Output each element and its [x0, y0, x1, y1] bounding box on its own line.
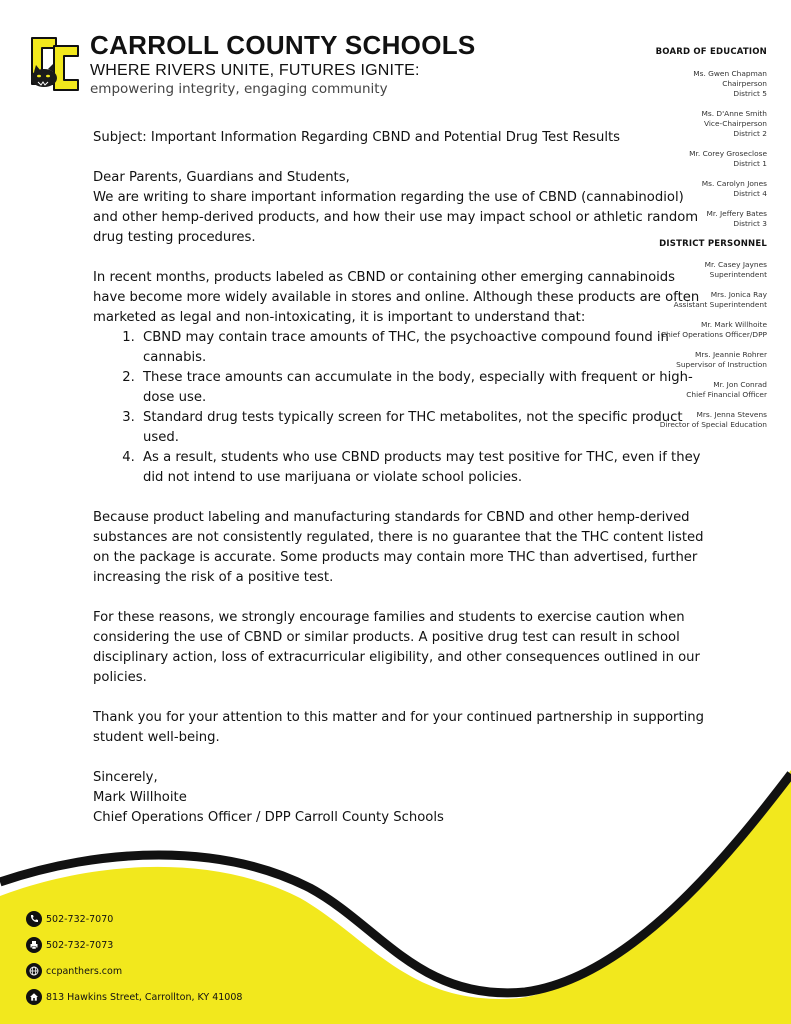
- motto-line-1: WHERE RIVERS UNITE, FUTURES IGNITE:: [90, 62, 420, 79]
- board-member-district: District 2: [733, 129, 767, 138]
- fax-icon: [26, 937, 42, 953]
- letter-thanks: Thank you for your attention to this matter and for your continued partnership in supporting student well-being.: [93, 710, 705, 745]
- letter-salutation: Dear Parents, Guardians and Students,: [93, 170, 350, 185]
- personnel-title: Chief Operations Officer/DPP: [660, 330, 767, 339]
- letter-intro: We are writing to share important information regarding the use of CBND (cannabinodiol) and other hemp-derived products, and how their use may impact school or athletic random drug testing procedures.: [93, 190, 699, 245]
- personnel-name: Mr. Mark Willhoite: [700, 320, 767, 329]
- points-list: [93, 328, 708, 488]
- personnel-title: Assistant Superintendent: [673, 300, 767, 309]
- letter-regulation: Because product labeling and manufacturing standards for CBND and other hemp-derived substances are not consistently regulated, there is no guarantee that the THC content listed on the package is accurate. Some products may contain more THC than advertised, further increasing the risk of a positive test.: [93, 510, 704, 585]
- board-member-name: Ms. Gwen Chapman: [693, 69, 767, 78]
- board-member-district: District 4: [733, 189, 767, 198]
- signer-name: Mark Willhoite: [93, 790, 187, 805]
- personnel-name: Mr. Jon Conrad: [713, 380, 767, 389]
- personnel-name: Mrs. Jonica Ray: [710, 290, 767, 299]
- letter-subject: Subject: Important Information Regarding CBND and Potential Drug Test Results: [93, 130, 621, 145]
- fax-text: 502-732-7073: [46, 939, 114, 951]
- footer-website: [26, 963, 122, 979]
- board-heading: BOARD OF EDUCATION: [655, 47, 767, 57]
- personnel-heading: DISTRICT PERSONNEL: [659, 239, 767, 249]
- board-member-name: Mr. Corey Groseclose: [689, 149, 767, 158]
- board-member-role: Chairperson: [722, 79, 767, 88]
- list-item: 3. Standard drug tests typically screen for THC metabolites, not the specific product used.: [139, 408, 708, 448]
- board-member-district: District 5: [733, 89, 767, 98]
- address-text: 813 Hawkins Street, Carrollton, KY 41008: [46, 991, 243, 1003]
- personnel-title: Superintendent: [709, 270, 767, 279]
- list-item: 1. CBND may contain trace amounts of THC, the psychoactive compound found in cannabis.: [139, 328, 708, 368]
- letter-caution: For these reasons, we strongly encourage families and students to exercise caution when considering the use of CBND or similar products. A positive drug test can result in school disciplinary action, loss of extracurricular eligibility, and other consequences outlined in our policies.: [93, 610, 700, 685]
- personnel-title: Supervisor of Instruction: [676, 360, 767, 369]
- footer-fax: [26, 937, 113, 953]
- board-member-name: Ms. Carolyn Jones: [701, 179, 767, 188]
- signer-title: Chief Operations Officer / DPP Carroll County Schools: [93, 810, 444, 825]
- footer-address: [26, 989, 242, 1005]
- footer-phone: [26, 911, 113, 927]
- org-name: CARROLL COUNTY SCHOOLS: [90, 30, 476, 60]
- board-member-name: Ms. D'Anne Smith: [701, 109, 767, 118]
- website-link[interactable]: ccpanthers.com: [46, 965, 123, 977]
- globe-icon: [26, 963, 42, 979]
- panther-cc-logo-icon: [26, 32, 82, 94]
- letter-context: In recent months, products labeled as CBND or containing other emerging cannabinoids have become more widely available in stores and online. Although these products are often marketed as legal and non-intoxicating, it is important to understand that:: [93, 270, 700, 325]
- personnel-name: Mr. Casey Jaynes: [704, 260, 767, 269]
- board-member-role: Vice-Chairperson: [703, 119, 767, 128]
- letter-closing: Sincerely,: [93, 770, 158, 785]
- board-member-district: District 1: [733, 159, 767, 168]
- motto-line-2: empowering integrity, engaging community: [90, 81, 388, 97]
- list-item: 4. As a result, students who use CBND products may test positive for THC, even if they did not intend to use marijuana or violate school policies.: [139, 448, 708, 488]
- home-icon: [26, 989, 42, 1005]
- personnel-title: Director of Special Education: [659, 420, 767, 429]
- personnel-name: Mrs. Jeannie Rohrer: [694, 350, 767, 359]
- list-item: 2. These trace amounts can accumulate in the body, especially with frequent or high-dose use.: [139, 368, 708, 408]
- board-member-district: District 3: [733, 219, 767, 228]
- board-member: [617, 69, 767, 99]
- footer-swoosh: [0, 770, 791, 1024]
- phone-icon: [26, 911, 42, 927]
- personnel-title: Chief Financial Officer: [686, 390, 767, 399]
- board-member-name: Mr. Jeffery Bates: [706, 209, 767, 218]
- phone-text: 502-732-7070: [46, 913, 114, 925]
- letter-body: [93, 128, 708, 828]
- personnel-name: Mrs. Jenna Stevens: [696, 410, 767, 419]
